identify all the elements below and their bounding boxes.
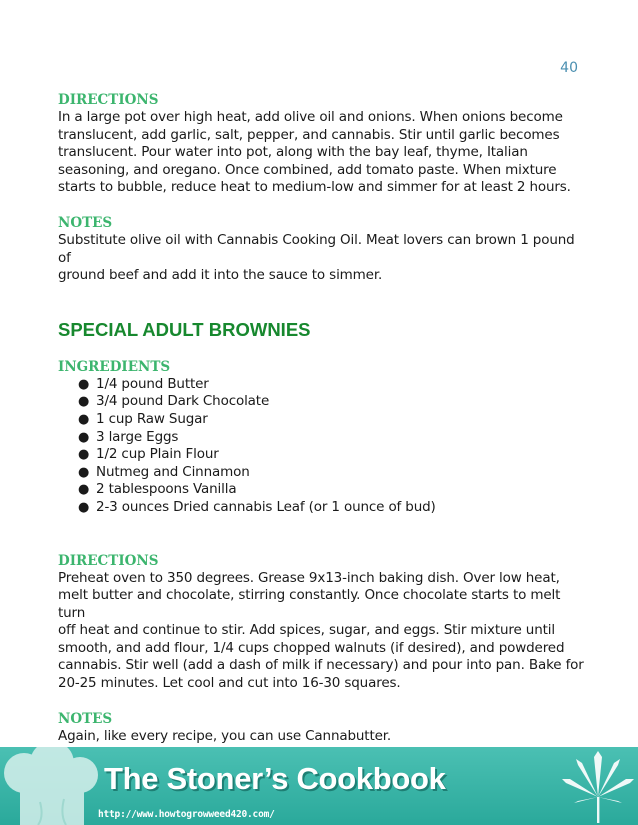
bullet-icon: ● xyxy=(78,376,90,392)
directions-line: translucent. Pour water into pot, along with the bay leaf, thyme, Italian xyxy=(58,144,528,161)
bullet-icon: ● xyxy=(78,429,90,445)
cannabis-leaf-icon xyxy=(560,751,636,825)
notes-line: Substitute olive oil with Cannabis Cooking Oil. Meat lovers can brown 1 pound of xyxy=(58,231,575,266)
directions-section-1 xyxy=(58,92,588,197)
notes-line: Again, like every recipe, you can use Cannabutter. xyxy=(58,727,392,744)
chef-hat-icon xyxy=(0,747,110,825)
bullet-icon: ● xyxy=(78,394,90,410)
bullet-icon: ● xyxy=(78,447,90,463)
ingredient-item xyxy=(58,429,588,447)
ingredients-list xyxy=(58,376,588,517)
ingredient-item xyxy=(58,376,588,394)
notes-section-1 xyxy=(58,215,588,285)
notes-section-2 xyxy=(58,711,588,746)
notes-heading: NOTES xyxy=(58,710,113,727)
directions-line: 20-25 minutes. Let cool and cut into 16-30 squares. xyxy=(58,675,401,692)
ingredient-text: 2-3 ounces Dried cannabis Leaf (or 1 ounce of bud) xyxy=(96,498,436,515)
footer-banner xyxy=(0,747,638,825)
directions-line: off heat and continue to stir. Add spices, sugar, and eggs. Stir mixture until xyxy=(58,622,555,639)
ingredient-item xyxy=(58,481,588,499)
ingredient-text: Nutmeg and Cinnamon xyxy=(96,463,250,480)
bullet-icon: ● xyxy=(78,482,90,498)
directions-heading: DIRECTIONS xyxy=(58,552,159,569)
notes-line: ground beef and add it into the sauce to simmer. xyxy=(58,267,383,284)
footer-url[interactable]: http://www.howtogrowweed420.com/ xyxy=(98,809,275,820)
directions-line: translucent, add garlic, salt, pepper, and cannabis. Stir until garlic becomes xyxy=(58,126,560,143)
ingredient-item xyxy=(58,446,588,464)
ingredient-item xyxy=(58,411,588,429)
directions-line: melt butter and chocolate, stirring constantly. Once chocolate starts to melt turn xyxy=(58,587,561,621)
ingredient-text: 3 large Eggs xyxy=(96,428,179,445)
directions-line: Preheat oven to 350 degrees. Grease 9x13-inch baking dish. Over low heat, xyxy=(58,569,560,586)
notes-heading: NOTES xyxy=(58,214,113,231)
bullet-icon: ● xyxy=(78,464,90,480)
ingredient-item xyxy=(58,393,588,411)
ingredient-item xyxy=(58,499,588,517)
ingredient-text: 1 cup Raw Sugar xyxy=(96,410,208,427)
ingredient-text: 1/2 cup Plain Flour xyxy=(96,446,219,463)
ingredients-section xyxy=(58,359,588,517)
ingredients-heading: INGREDIENTS xyxy=(58,358,171,375)
footer-title: The Stoner’s Cookbook xyxy=(104,761,446,796)
bullet-icon: ● xyxy=(78,411,90,427)
directions-line: In a large pot over high heat, add olive oil and onions. When onions become xyxy=(58,109,563,125)
directions-section-2 xyxy=(58,553,588,693)
directions-line: smooth, and add flour, 1/4 cups chopped walnuts (if desired), and powdered xyxy=(58,639,565,656)
ingredient-item xyxy=(58,464,588,482)
recipe-title: SPECIAL ADULT BROWNIES xyxy=(58,318,311,340)
directions-line: starts to bubble, reduce heat to medium-low and simmer for at least 2 hours. xyxy=(58,179,571,196)
directions-heading: DIRECTIONS xyxy=(58,92,159,108)
directions-line: cannabis. Stir well (add a dash of milk if necessary) and pour into pan. Bake for xyxy=(58,657,584,674)
page-content xyxy=(58,92,588,745)
ingredient-text: 1/4 pound Butter xyxy=(96,375,209,392)
bullet-icon: ● xyxy=(78,499,90,515)
ingredient-text: 3/4 pound Dark Chocolate xyxy=(96,393,270,410)
page-number: 40 xyxy=(560,60,578,76)
directions-line: seasoning, and oregano. Once combined, add tomato paste. When mixture xyxy=(58,161,557,178)
ingredient-text: 2 tablespoons Vanilla xyxy=(96,481,237,498)
